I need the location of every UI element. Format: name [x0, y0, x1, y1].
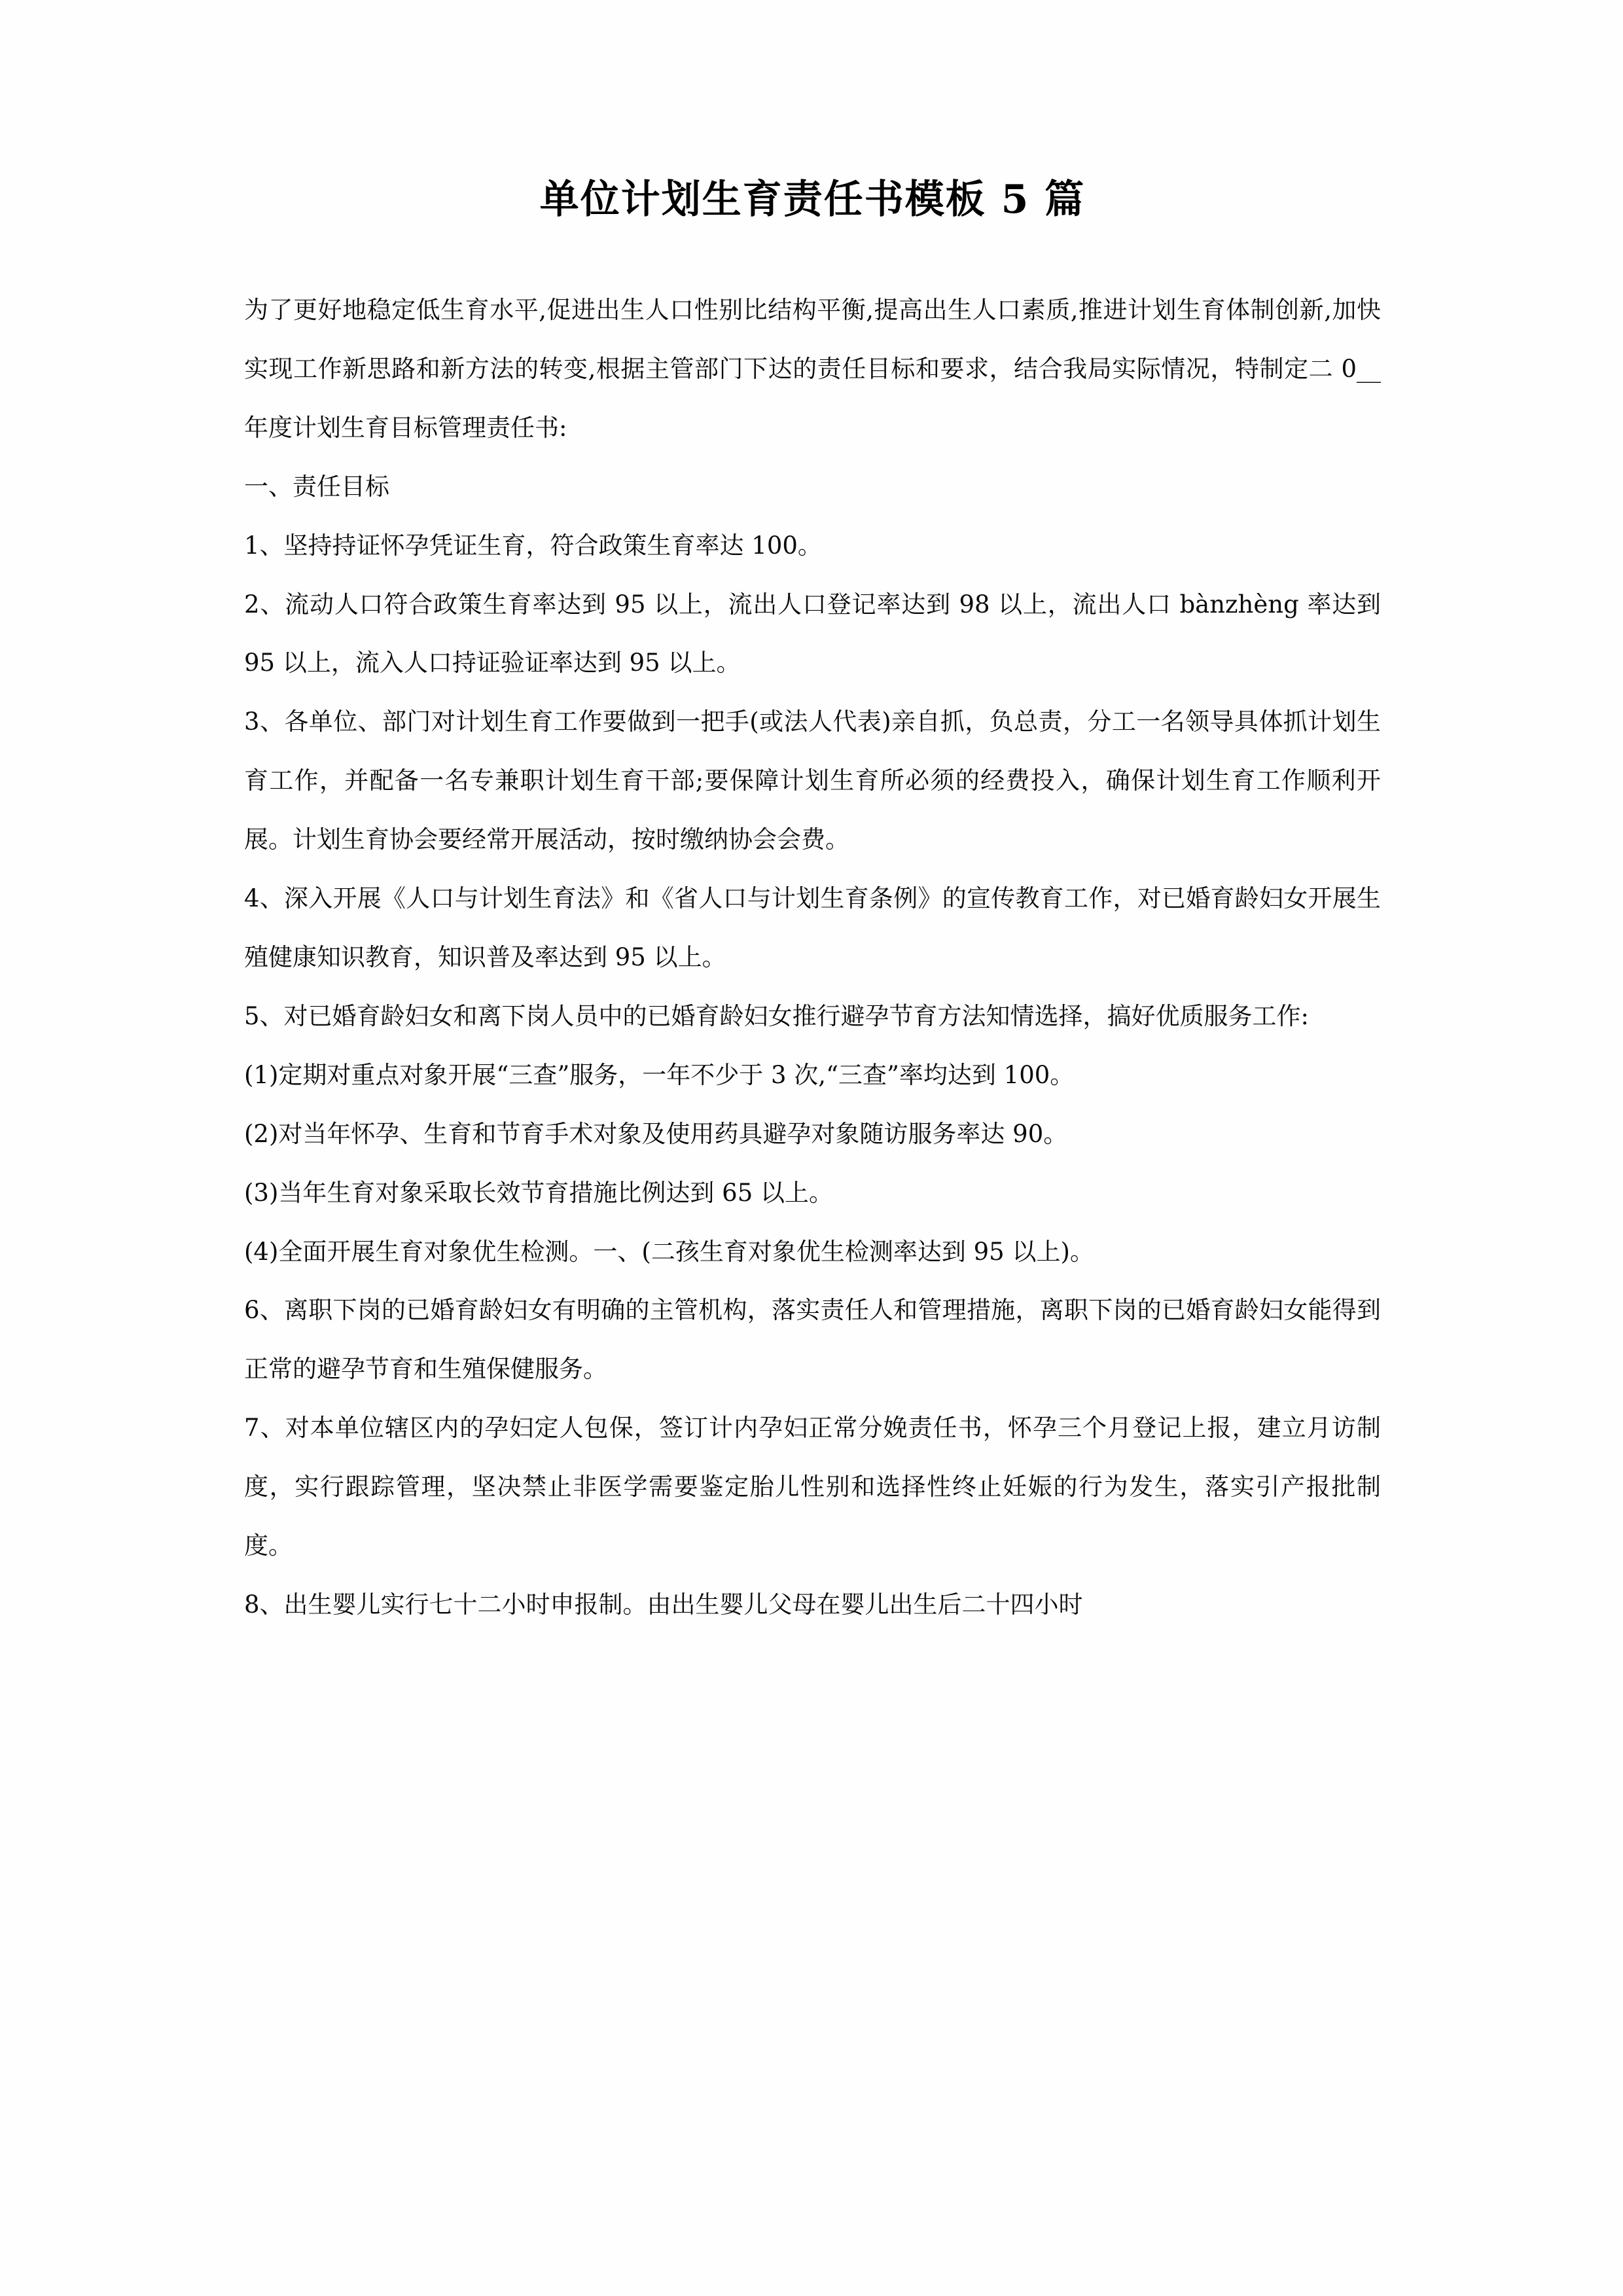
list-item-1: 1、坚持持证怀孕凭证生育，符合政策生育率达 100。: [244, 531, 822, 560]
list-item-4: 4、深入开展《人口与计划生育法》和《省人口与计划生育条例》的宣传教育工作，对已婚育龄妇女开展生殖健康知识教育，知识普及率达到 95 以上。: [244, 884, 1381, 971]
list-item-7: 7、对本单位辖区内的孕妇定人包保，签订计内孕妇正常分娩责任书，怀孕三个月登记上报，建立月访制度，实行跟踪管理，坚决禁止非医学需要鉴定胎儿性别和选择性终止妊娠的行为发生，落实引产报批制度。: [244, 1414, 1381, 1560]
list-item-5: 5、对已婚育龄妇女和离下岗人员中的已婚育龄妇女推行避孕节育方法知情选择，搞好优质服务工作:: [244, 1001, 1310, 1030]
document-body: [244, 281, 1381, 1634]
list-item-2: 2、流动人口符合政策生育率达到 95 以上，流出人口登记率达到 98 以上，流出人口 bànzhèng 率达到 95 以上，流入人口持证验证率达到 95 以上。: [244, 590, 1381, 677]
sub-list-item-4: (4)全面开展生育对象优生检测。一、(二孩生育对象优生检测率达到 95 以上)。: [244, 1237, 1094, 1266]
list-item-3: 3、各单位、部门对计划生育工作要做到一把手(或法人代表)亲自抓，负总责，分工一名领导具体抓计划生育工作，并配备一名专兼职计划生育干部;要保障计划生育所必须的经费投入，确保计划生育工作顺利开展。计划生育协会要经常开展活动，按时缴纳协会会费。: [244, 708, 1381, 854]
list-item-6: 6、离职下岗的已婚育龄妇女有明确的主管机构，落实责任人和管理措施，离职下岗的已婚育龄妇女能得到正常的避孕节育和生殖保健服务。: [244, 1296, 1381, 1384]
section-heading-responsibility-goals: 一、责任目标: [244, 472, 389, 501]
list-item-8: 8、出生婴儿实行七十二小时申报制。由出生婴儿父母在婴儿出生后二十四小时: [244, 1590, 1083, 1619]
paragraph-intro: 为了更好地稳定低生育水平,促进出生人口性别比结构平衡,提高出生人口素质,推进计划生育体制创新,加快实现工作新思路和新方法的转变,根据主管部门下达的责任目标和要求，结合我局实际情况，特制定二 0__年度计划生育目标管理责任书:: [244, 296, 1381, 442]
document-content: [244, 0, 1381, 1634]
page-title: 单位计划生育责任书模板 5 篇: [539, 177, 1086, 223]
sub-list-item-1: (1)定期对重点对象开展“三查”服务，一年不少于 3 次,“三查”率均达到 100。: [244, 1060, 1075, 1089]
sub-list-item-3: (3)当年生育对象采取长效节育措施比例达到 65 以上。: [244, 1178, 834, 1207]
sub-list-item-2: (2)对当年怀孕、生育和节育手术对象及使用药具避孕对象随访服务率达 90。: [244, 1119, 1068, 1148]
